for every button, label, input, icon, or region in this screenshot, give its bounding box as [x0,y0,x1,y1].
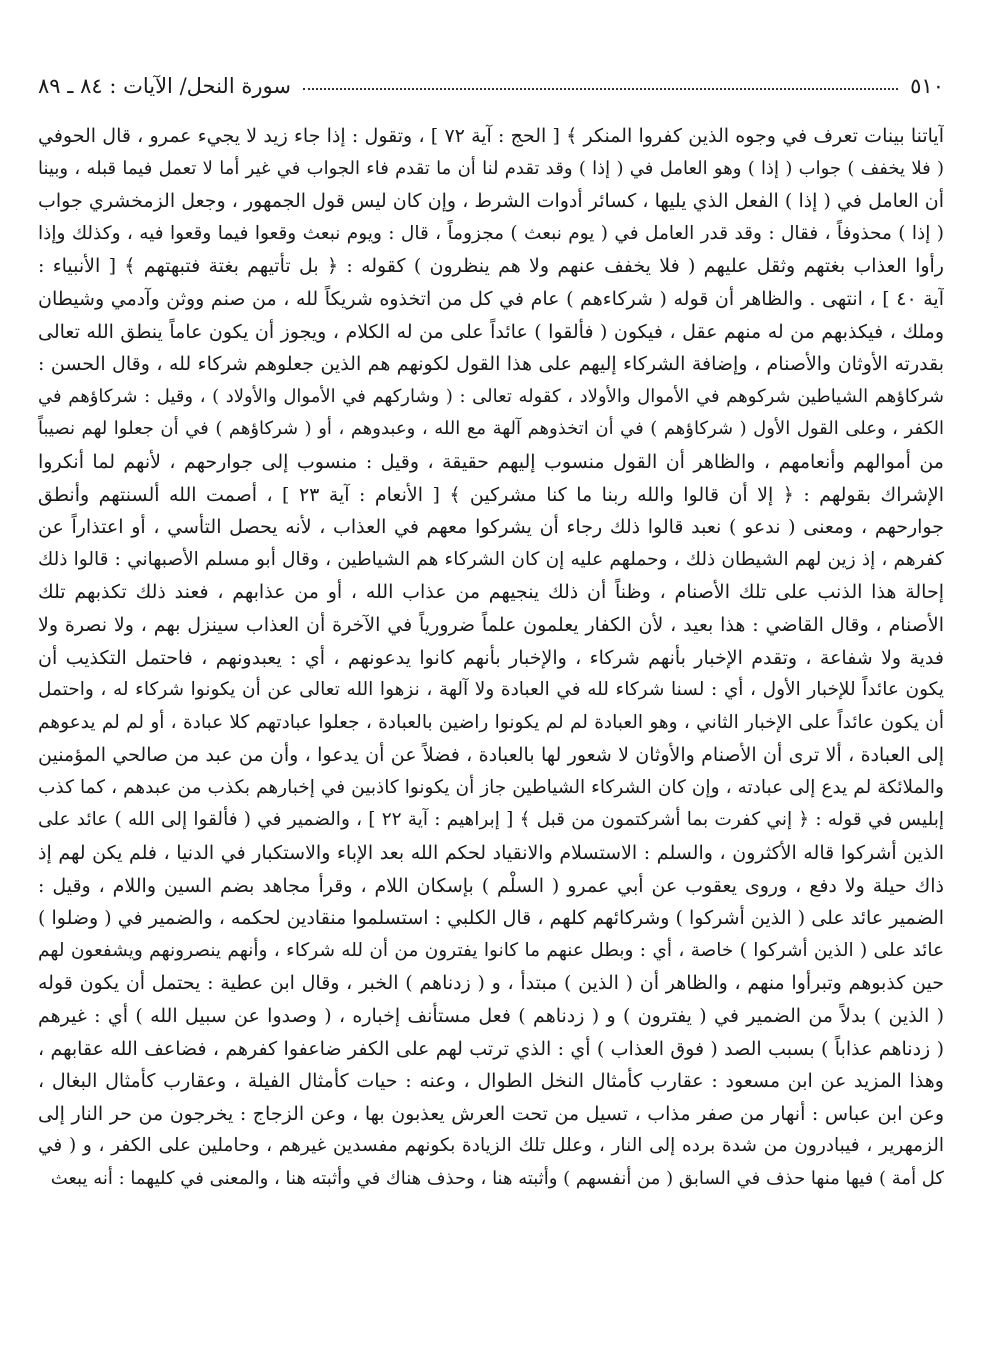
text-line: الضمير عائد على ( الذين أشركوا ) وشركائهم كلهم ، قال الكلبي : استسلموا منقادين لحكمه ، والضمير في ( وضلوا ) [38,907,944,930]
dotted-leader [303,88,898,90]
running-title: سورة النحل/ الآيات : ٨٤ ـ ٨٩ [38,74,291,98]
page-number: ٥١٠ [910,74,944,98]
text-line: أن العامل في ( إذا ) الفعل الذي يليها ، كسائر أدوات الشرط ، وإن كان ليس قول الجمهور ، وجعل الزمخشري جواب [38,190,944,213]
text-line: آياتنا بينات تعرف في وجوه الذين كفروا المنكر ﴾ [ الحج : آية ٧٢ ] ، وتقول : إذا جاء زيد لا يجيء عمرو ، قال الحوفي [38,125,944,147]
text-line: وعن ابن عباس : أنهار من صفر مذاب ، تسيل من تحت العرش يعذبون بها ، وعن الزجاج : يخرجون من حر النار إلى [38,1102,944,1125]
text-line: الإشراك بقولهم : ﴿ إلا أن قالوا والله ربنا ما كنا مشركين ﴾ [ الأنعام : آية ٢٣ ] ، أصمت الله ألسنتهم وأنطق [38,483,944,506]
text-line: آية ٤٠ ] ، انتهى . والظاهر أن قوله ( شركاءهم ) عام في كل من اتخذوه شريكاً لله ، من صنم ووثن وآدمي وشيطان [38,287,944,310]
text-line: فدية ولا شفاعة ، وتقدم الإخبار بأنهم شركاء ، والإخبار بأنهم كانوا يدعونهم ، أي : يعبدونهم ، فاحتمل التكذيب أن [38,646,944,669]
text-line: الكفر ، وعلى القول الأول ( شركاؤهم ) في أن اتخذوهم آلهة مع الله ، وعبدوهم ، أو ( شركاؤهم ) في أن جعلوا لهم نصيباً [38,418,944,440]
text-line: وهذا المزيد عن ابن مسعود : عقارب كأمثال النخل الطوال ، وعنه : حيات كأمثال الفيلة ، وعقارب كأمثال البغال ، [38,1070,944,1093]
text-line: والملائكة لم يدع إلى عبادته ، وإن كان الشركاء الشياطين جاز أن يكونوا كاذبين في إخبارهم بكذب من عبدهم ، كما كذب [38,776,944,798]
text-line: جوارحهم ، ومعنى ( ندعو ) نعبد قالوا ذلك رجاء أن يشركوا معهم في العذاب ، لأنه يحصل التأسي ، أو اعتذاراً عن [38,516,944,539]
text-line: رأوا العذاب بغتهم وثقل عليهم ( فلا يخفف عنهم ولا هم ينظرون ) كقوله : ﴿ بل تأتيهم بغتة فتبهتهم ﴾ [ الأنبياء : [38,255,944,278]
text-line: شركاؤهم الشياطين شركوهم في الأموال والأولاد ، كقوله تعالى : ( وشاركهم في الأموال والأولاد ) ، وقيل : شركاؤهم في [38,385,944,407]
text-line: عائد على ( الذين أشركوا ) خاصة ، أي : وبطل عنهم ما كانوا يفترون من أن لله شركاء ، وأنهم ينصرونهم ويشفعون لهم [38,939,944,961]
text-line: بقدرته الأوثان والأصنام ، وإضافة الشركاء إليهم على هذا القول لكونهم هم الذين جعلوهم شركاء لله ، وقال الحسن : [38,353,944,376]
text-line: ( زدناهم عذاباً ) بسبب الصد ( فوق العذاب ) أي : الذي ترتب لهم على الكفر ضاعفوا كفرهم ، فضاعف الله عقابهم ، [38,1037,944,1060]
text-line: حين كذبوهم وتبرأوا منهم ، والظاهر أن ( الذين ) مبتدأ ، و ( زدناهم ) الخبر ، وقال ابن عطية : يحتمل أن يكون قوله [38,972,944,995]
text-line: إلى العبادة ، ألا ترى أن الأصنام والأوثان لا شعور لها بالعبادة ، فضلاً عن أن يدعوا ، وأن من عبد من صالحي المؤمنين [38,744,944,767]
text-line: ( فلا يخفف ) جواب ( إذا ) وهو العامل في ( إذا ) وقد تقدم لنا أن ما تقدم فاء الجواب في غير أما لا تعمل فيما قبله ، وبينا [38,157,944,179]
text-line: إحالة هذا الذنب على تلك الأصنام ، وظناً أن ذلك ينجيهم من عذاب الله ، أو من عذابهم ، فعند ذلك تكذبهم تلك [38,581,944,604]
text-line: الزمهرير ، فيبادرون من شدة برده إلى النار ، وعلل تلك الزيادة بكونهم مفسدين غيرهم ، وحاملين على الكفر ، و ( في [38,1135,944,1157]
text-line: الأصنام ، وقال القاضي : هذا بعيد ، لأن الكفار يعلمون علماً ضرورياً في الآخرة أن العذاب سينزل بهم ، ولا نصرة ولا [38,613,944,636]
text-line: ( الذين ) بدلاً من الضمير في ( يفترون ) و ( زدناهم ) فعل مستأنف إخباره ، ( وصدوا عن سبيل الله ) أي : غيرهم [38,1005,944,1028]
text-line: إبليس في قوله : ﴿ إني كفرت بما أشركتمون من قبل ﴾ [ إبراهيم : آية ٢٢ ] ، والضمير في ( فألقوا إلى الله ) عائد على [38,809,944,831]
text-line: أن يكون عائداً على الإخبار الثاني ، وهو العبادة لم لم يكونوا راضين بالعبادة ، جعلوا عبادتهم كلا عبادة ، أو لم لم يدعوهم [38,711,944,733]
text-line: وملك ، فيكذبهم من له منهم عقل ، فيكون ( فألقوا ) عائداً على من له الكلام ، ويجوز أن يكون عاماً ينطق الله تعالى [38,320,944,343]
page-header [38,68,944,104]
text-line: ذاك حيلة ولا دفع ، وروى يعقوب عن أبي عمرو ( السلْم ) بإسكان اللام ، وقرأ مجاهد بضم السين واللام ، وقيل : [38,874,944,897]
text-line: من أموالهم وأنعامهم ، والظاهر أن القول منسوب إليهم حقيقة ، وقيل : منسوب إلى جوارحهم ، لأنهم لما أنكروا [38,450,944,473]
body-text [38,120,944,1196]
text-line: ( إذا ) محذوفاً ، فقال : وقد قدر العامل في ( يوم نبعث ) مجزوماً ، قال : ويوم نبعث وقعوا فيما وقعوا فيه ، وكذلك وإذا [38,222,944,244]
text-line: كل أمة ) فيها منها حذف في السابق ( من أنفسهم ) وأثبته هنا ، وحذف هناك في وأثبته هنا ، والمعنى في كليهما : أنه يبعث [50,1168,944,1189]
text-line: كفرهم ، إذ زين لهم الشيطان ذلك ، وحملهم عليه إن كان الشركاء هم الشياطين ، وقال أبو مسلم الأصبهاني : قالوا ذلك [38,548,944,570]
text-line: يكون عائداً للإخبار الأول ، أي : لسنا شركاء لله في العبادة ولا آلهة ، نزهوا الله تعالى عن أن يكونوا شركاء له ، واحتمل [38,679,944,701]
text-line: الذين أشركوا قاله الأكثرون ، والسلم : الاستسلام والانقياد لحكم الله بعد الإباء والاستكبار في الدنيا ، فلم يكن لهم إذ [38,842,944,865]
